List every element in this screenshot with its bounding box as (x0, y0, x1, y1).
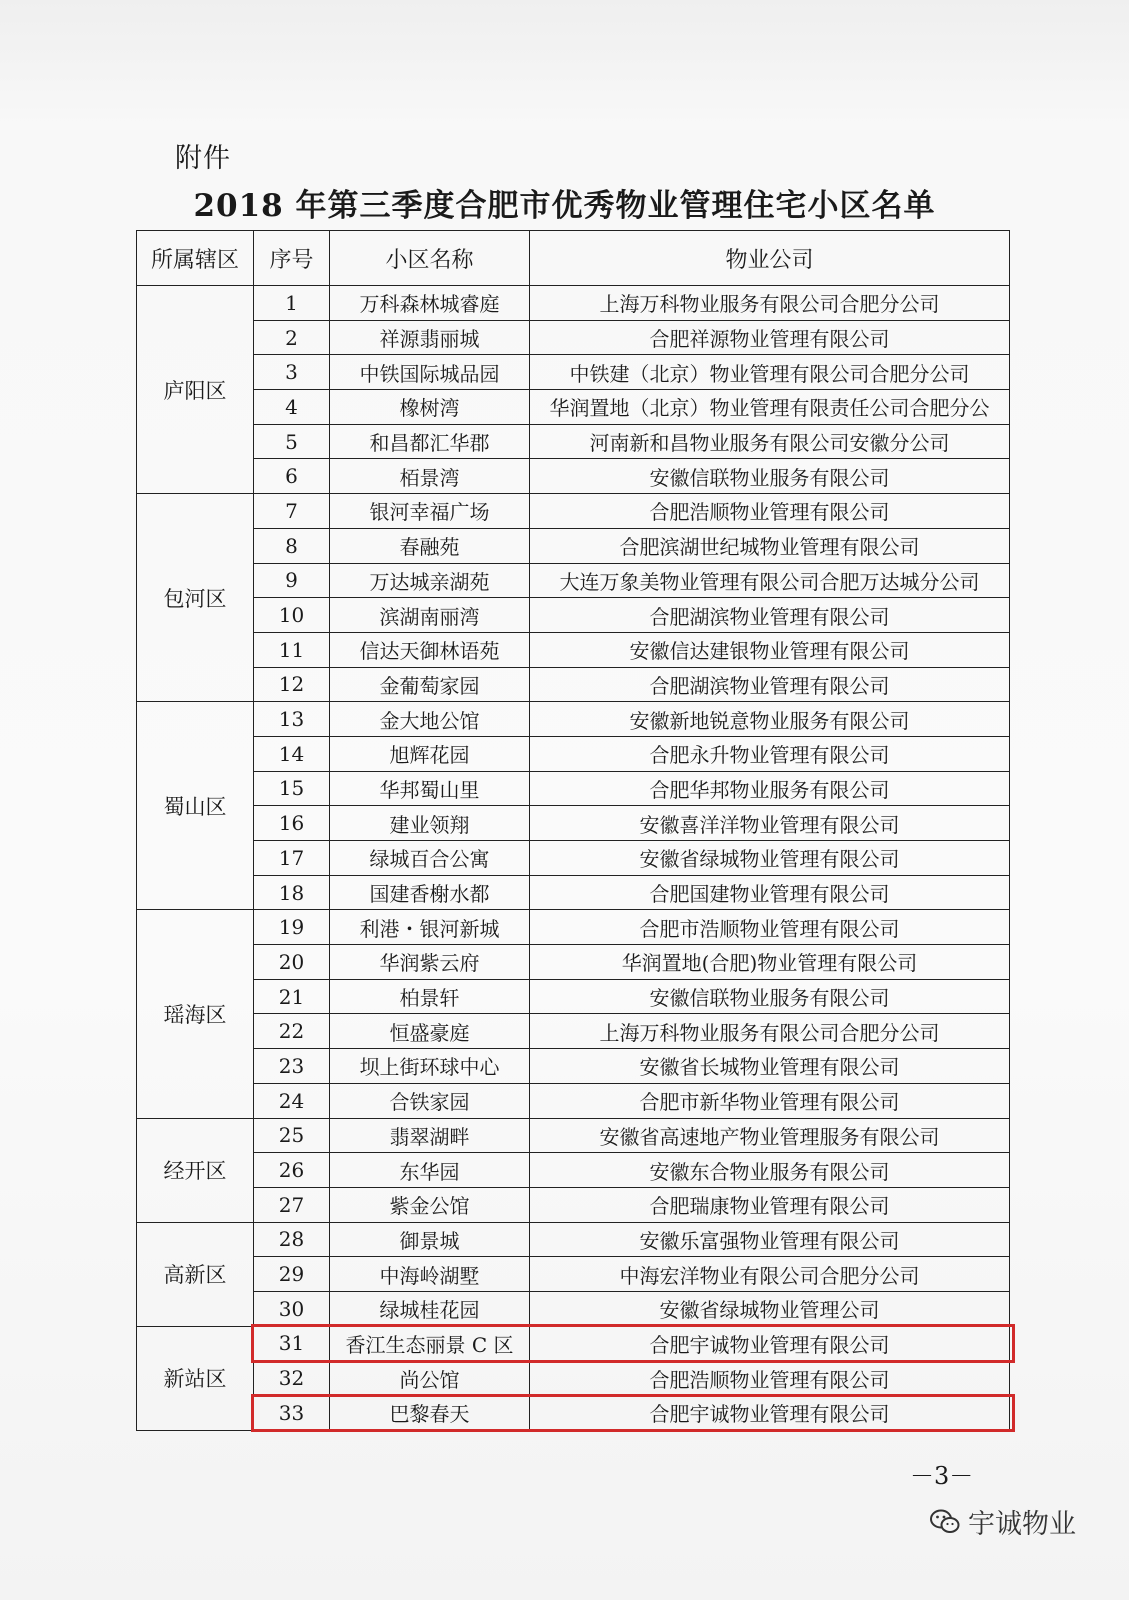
company-name-cell: 安徽信联物业服务有限公司 (530, 459, 1010, 494)
table-row (137, 320, 1010, 355)
company-name-cell: 合肥浩顺物业管理有限公司 (530, 494, 1010, 529)
table-row (137, 355, 1010, 390)
table-row (137, 1118, 1010, 1153)
company-name-cell: 安徽信达建银物业管理有限公司 (530, 632, 1010, 667)
company-name-cell: 合肥湖滨物业管理有限公司 (530, 598, 1010, 633)
company-name-cell: 安徽乐富强物业管理有限公司 (530, 1222, 1010, 1257)
community-name-cell: 橡树湾 (330, 390, 530, 425)
company-name-cell: 合肥祥源物业管理有限公司 (530, 320, 1010, 355)
company-name-cell: 安徽喜洋洋物业管理有限公司 (530, 806, 1010, 841)
company-name-cell: 合肥国建物业管理有限公司 (530, 875, 1010, 910)
table-row (137, 1049, 1010, 1084)
row-number-cell: 15 (254, 771, 330, 806)
row-number-cell: 27 (254, 1187, 330, 1222)
row-number-cell: 1 (254, 286, 330, 321)
district-cell: 庐阳区 (137, 286, 254, 494)
table-row (137, 771, 1010, 806)
community-name-cell: 绿城百合公寓 (330, 841, 530, 876)
row-number-cell: 18 (254, 875, 330, 910)
row-number-cell: 23 (254, 1049, 330, 1084)
community-name-cell: 华邦蜀山里 (330, 771, 530, 806)
table-row (137, 841, 1010, 876)
community-name-cell: 信达天御林语苑 (330, 632, 530, 667)
table-row (137, 390, 1010, 425)
table-row (137, 702, 1010, 737)
company-name-cell: 安徽东合物业服务有限公司 (530, 1153, 1010, 1188)
row-number-cell: 20 (254, 945, 330, 980)
table-row (137, 286, 1010, 321)
table-row (137, 494, 1010, 529)
community-name-cell: 御景城 (330, 1222, 530, 1257)
company-name-cell: 合肥市新华物业管理有限公司 (530, 1083, 1010, 1118)
company-name-cell: 大连万象美物业管理有限公司合肥万达城分公司 (530, 563, 1010, 598)
row-number-cell: 16 (254, 806, 330, 841)
attachment-label: 附件 (175, 143, 231, 174)
community-name-cell: 中铁国际城品园 (330, 355, 530, 390)
table-row (137, 736, 1010, 771)
table-row (137, 1257, 1010, 1292)
company-name-cell: 合肥宇诚物业管理有限公司 (530, 1326, 1010, 1361)
header-number: 序号 (254, 231, 330, 286)
header-district: 所属辖区 (137, 231, 254, 286)
company-name-cell: 华润置地（北京）物业管理有限责任公司合肥分公 (530, 390, 1010, 425)
table-header-row (137, 231, 1010, 286)
community-name-cell: 建业领翔 (330, 806, 530, 841)
row-number-cell: 22 (254, 1014, 330, 1049)
company-name-cell: 上海万科物业服务有限公司合肥分公司 (530, 1014, 1010, 1049)
company-name-cell: 中海宏洋物业有限公司合肥分公司 (530, 1257, 1010, 1292)
row-number-cell: 8 (254, 528, 330, 563)
community-name-cell: 金大地公馆 (330, 702, 530, 737)
company-name-cell: 安徽省长城物业管理有限公司 (530, 1049, 1010, 1084)
community-name-cell: 国建香榭水都 (330, 875, 530, 910)
row-number-cell: 33 (254, 1396, 330, 1431)
row-number-cell: 25 (254, 1118, 330, 1153)
table-row (137, 945, 1010, 980)
table-row (137, 979, 1010, 1014)
community-table (136, 230, 1010, 1431)
row-number-cell: 28 (254, 1222, 330, 1257)
table-row (137, 1083, 1010, 1118)
district-cell: 包河区 (137, 494, 254, 702)
row-number-cell: 10 (254, 598, 330, 633)
company-name-cell: 上海万科物业服务有限公司合肥分公司 (530, 286, 1010, 321)
community-name-cell: 恒盛豪庭 (330, 1014, 530, 1049)
table-row (137, 1014, 1010, 1049)
community-name-cell: 绿城桂花园 (330, 1291, 530, 1326)
company-name-cell: 河南新和昌物业服务有限公司安徽分公司 (530, 424, 1010, 459)
company-name-cell: 合肥永升物业管理有限公司 (530, 736, 1010, 771)
company-name-cell: 合肥湖滨物业管理有限公司 (530, 667, 1010, 702)
watermark-text: 宇诚物业 (968, 1509, 1076, 1540)
table-row (137, 1291, 1010, 1326)
community-name-cell: 滨湖南丽湾 (330, 598, 530, 633)
row-number-cell: 3 (254, 355, 330, 390)
highlight-box-row-33 (251, 1394, 1015, 1433)
company-name-cell: 合肥市浩顺物业管理有限公司 (530, 910, 1010, 945)
community-name-cell: 东华园 (330, 1153, 530, 1188)
community-name-cell: 万科森林城睿庭 (330, 286, 530, 321)
row-number-cell: 11 (254, 632, 330, 667)
row-number-cell: 14 (254, 736, 330, 771)
community-name-cell: 万达城亲湖苑 (330, 563, 530, 598)
row-number-cell: 7 (254, 494, 330, 529)
community-name-cell: 银河幸福广场 (330, 494, 530, 529)
row-number-cell: 21 (254, 979, 330, 1014)
company-name-cell: 合肥滨湖世纪城物业管理有限公司 (530, 528, 1010, 563)
community-name-cell: 中海岭湖墅 (330, 1257, 530, 1292)
table-row (137, 1153, 1010, 1188)
header-community: 小区名称 (330, 231, 530, 286)
company-name-cell: 安徽省绿城物业管理有限公司 (530, 841, 1010, 876)
document-title: 2018 年第三季度合肥市优秀物业管理住宅小区名单 (193, 188, 936, 224)
community-name-cell: 合铁家园 (330, 1083, 530, 1118)
company-name-cell: 华润置地(合肥)物业管理有限公司 (530, 945, 1010, 980)
row-number-cell: 26 (254, 1153, 330, 1188)
table-row (137, 910, 1010, 945)
table-row (137, 528, 1010, 563)
company-name-cell: 安徽省高速地产物业管理服务有限公司 (530, 1118, 1010, 1153)
community-name-cell: 紫金公馆 (330, 1187, 530, 1222)
table-row (137, 632, 1010, 667)
table-row (137, 1222, 1010, 1257)
table-row (137, 424, 1010, 459)
row-number-cell: 32 (254, 1361, 330, 1396)
table-row (137, 459, 1010, 494)
row-number-cell: 30 (254, 1291, 330, 1326)
watermark (930, 1502, 1076, 1541)
row-number-cell: 24 (254, 1083, 330, 1118)
community-name-cell: 尚公馆 (330, 1361, 530, 1396)
row-number-cell: 5 (254, 424, 330, 459)
row-number-cell: 2 (254, 320, 330, 355)
company-name-cell: 合肥华邦物业服务有限公司 (530, 771, 1010, 806)
row-number-cell: 6 (254, 459, 330, 494)
row-number-cell: 29 (254, 1257, 330, 1292)
district-cell: 新站区 (137, 1326, 254, 1430)
header-company: 物业公司 (530, 231, 1010, 286)
community-name-cell: 旭辉花园 (330, 736, 530, 771)
table-row (137, 667, 1010, 702)
row-number-cell: 13 (254, 702, 330, 737)
company-name-cell: 安徽信联物业服务有限公司 (530, 979, 1010, 1014)
row-number-cell: 9 (254, 563, 330, 598)
community-name-cell: 春融苑 (330, 528, 530, 563)
company-name-cell: 合肥瑞康物业管理有限公司 (530, 1187, 1010, 1222)
community-name-cell: 华润紫云府 (330, 945, 530, 980)
community-name-cell: 坝上街环球中心 (330, 1049, 530, 1084)
table-row (137, 598, 1010, 633)
community-name-cell: 翡翠湖畔 (330, 1118, 530, 1153)
table-row (137, 563, 1010, 598)
community-name-cell: 和昌都汇华郡 (330, 424, 530, 459)
community-name-cell: 金葡萄家园 (330, 667, 530, 702)
community-name-cell: 利港・银河新城 (330, 910, 530, 945)
community-name-cell: 香江生态丽景 C 区 (330, 1326, 530, 1361)
row-number-cell: 4 (254, 390, 330, 425)
company-name-cell: 安徽省绿城物业管理公司 (530, 1291, 1010, 1326)
table-row (137, 806, 1010, 841)
community-name-cell: 巴黎春天 (330, 1396, 530, 1431)
row-number-cell: 12 (254, 667, 330, 702)
row-number-cell: 19 (254, 910, 330, 945)
district-cell: 蜀山区 (137, 702, 254, 910)
table-row (137, 1187, 1010, 1222)
company-name-cell: 安徽新地锐意物业服务有限公司 (530, 702, 1010, 737)
chat-bubble-icon (930, 1508, 960, 1536)
page-number: －3－ (910, 1462, 974, 1490)
highlight-box-row-31 (251, 1324, 1015, 1363)
district-cell: 瑶海区 (137, 910, 254, 1118)
district-cell: 经开区 (137, 1118, 254, 1222)
community-name-cell: 祥源翡丽城 (330, 320, 530, 355)
community-name-cell: 柏景轩 (330, 979, 530, 1014)
row-number-cell: 31 (254, 1326, 330, 1361)
company-name-cell: 合肥宇诚物业管理有限公司 (530, 1396, 1010, 1431)
company-name-cell: 合肥浩顺物业管理有限公司 (530, 1361, 1010, 1396)
table-row (137, 1361, 1010, 1396)
community-name-cell: 栢景湾 (330, 459, 530, 494)
company-name-cell: 中铁建（北京）物业管理有限公司合肥分公司 (530, 355, 1010, 390)
row-number-cell: 17 (254, 841, 330, 876)
table-row (137, 875, 1010, 910)
district-cell: 高新区 (137, 1222, 254, 1326)
